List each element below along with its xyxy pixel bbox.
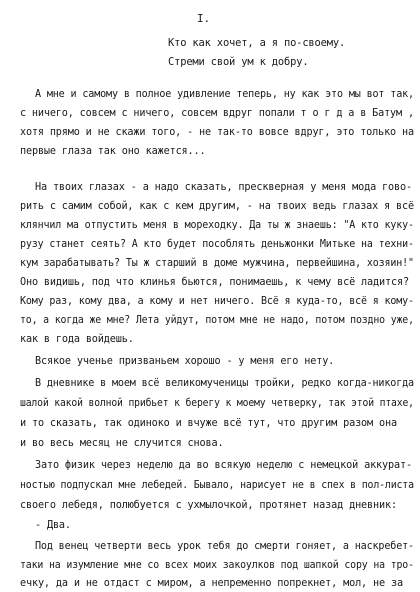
text-line: А мне и самому в полное удивление теперь, ну как это мы вот так, bbox=[35, 89, 414, 100]
text-line: своего лебедя, полюбуется с ухмылочкой, протянет назад дневник: bbox=[20, 500, 397, 511]
text-line: Под венец четверти весь урок тебя до смерти гоняет, а наскребет- bbox=[35, 541, 414, 552]
text-line: Кому раз, кому два, а кому и нет ничего. Всё я куда-то, всё я кому- bbox=[20, 296, 414, 307]
text-line: и во весь месяц не случится снова. bbox=[20, 438, 224, 449]
text-line: На твоих глазах - а надо сказать, прескверная у меня мода гово- bbox=[35, 182, 412, 193]
text-line: и то сказать, так одиноко и вчуже всё тут, что другим разом она bbox=[20, 418, 397, 429]
epigraph-line: Кто как хочет, а я по-своему. bbox=[168, 37, 346, 49]
text-line: Всякое ученье призваньем хорошо - у меня его нету. bbox=[35, 356, 335, 367]
text-line: Зато физик через неделю да во всякую неделю с немецкой аккурат- bbox=[35, 460, 412, 471]
text-line: то, а когда же мне? Лета уйдут, потом мне не надо, потом поздно уже, bbox=[20, 315, 414, 326]
text-line: ностью подпускал мне лебедей. Бывало, нарисует не в спех в пол-листа bbox=[20, 480, 414, 491]
text-line: первые глаза так оно кажется... bbox=[20, 146, 206, 157]
epigraph-line: Стреми свой ум к добру. bbox=[168, 56, 309, 68]
text-line: рить с самим собой, как с кем другим, - на твоих ведь глазах я всё bbox=[20, 201, 414, 212]
text-line: кум зарабатывать? Ты ж старший в доме мужчина, первейшина, хозяин!" bbox=[20, 258, 414, 269]
text-line: рузу станет сеять? А кто будет пособлять деньжонки Митьке на техни- bbox=[20, 239, 414, 250]
text-line: таки на изумление мне со всех моих закоулков под шапкой сору на тро- bbox=[20, 560, 414, 571]
text-line: клянчил ма отпустить меня в мореходку. Да ты ж знаешь: "А кто куку- bbox=[20, 220, 414, 231]
text-line: с ничего, совсем с ничего, совсем вдруг попали т о г д а в Батум , bbox=[20, 108, 414, 119]
chapter-heading: I. bbox=[197, 12, 210, 25]
text-line: - Два. bbox=[35, 520, 71, 531]
text-line: хотя прямо и не скажи того, - не так-то вовсе вдруг, это только на bbox=[20, 127, 414, 138]
text-line: как в года войдешь. bbox=[20, 334, 134, 345]
text-line: В дневнике в моем всё великомученицы тройки, редко когда-никогда bbox=[35, 378, 414, 389]
text-line: ечку, да и не отдаст с миром, а непременно попрекнет, мол, не за bbox=[20, 578, 403, 589]
text-line: Оно видишь, под что клинья бьются, понимаешь, к чему всё ладится? bbox=[20, 277, 409, 288]
text-line: шалой какой волной прибьет к берегу к моему четверку, так этой птахе, bbox=[20, 398, 414, 409]
